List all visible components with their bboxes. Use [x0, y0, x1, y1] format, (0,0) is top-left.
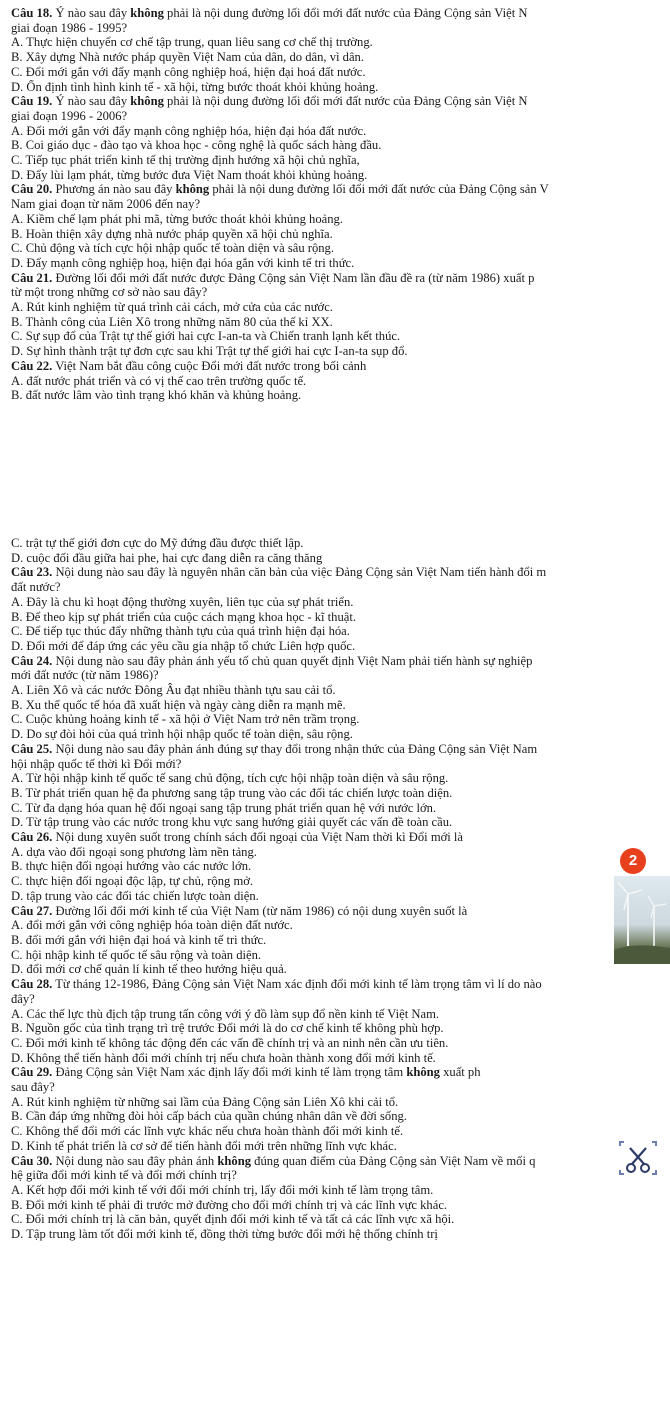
question-line: Câu 29. Đảng Cộng sản Việt Nam xác định lấy đổi mới kinh tế làm trọng tâm không xuất ph — [11, 1065, 481, 1080]
question-line: Câu 19. Ý nào sau đây không phải là nội dung đường lối đổi mới đất nước của Đảng Cộng sản Việt N — [11, 94, 528, 109]
answer-option: C. Đổi mới kinh tế không tác động đến các vấn đề chính trị và an ninh nên cần ưu tiên. — [11, 1035, 449, 1050]
question-number: Câu 18. — [11, 6, 53, 20]
answer-option: C. trật tự thế giới đơn cực do Mỹ đứng đầu được thiết lập. — [11, 536, 304, 550]
answer-option: B. Để theo kịp sự phát triển của cuộc cách mạng khoa học - kĩ thuật. — [11, 609, 356, 624]
answer-option: D. Do sự đòi hỏi của quá trình hội nhập quốc tế toàn diện, sâu rộng. — [11, 727, 353, 742]
question-line: Câu 25. Nội dung nào sau đây phản ánh đúng sự thay đổi trong nhận thức của Đảng Cộng sản Việt Nam — [11, 741, 538, 756]
question-number: Câu 29. — [11, 1065, 53, 1080]
answer-option: B. Nguồn gốc của tình trạng trì trệ trước Đổi mới là do cơ chế kinh tế không phù hợp. — [11, 1021, 444, 1036]
answer-option: C. Không thể đổi mới các lĩnh vực khác nếu chưa hoàn thành đổi mới kinh tế. — [11, 1124, 404, 1139]
answer-option: D. Tập trung làm tốt đổi mới kinh tế, đồng thời từng bước đổi mới hệ thống chính trị — [11, 1227, 438, 1242]
question-number: Câu 19. — [11, 94, 53, 109]
question-continuation: giai đoạn 1996 - 2006? — [11, 108, 128, 123]
answer-option: D. Không thể tiến hành đổi mới chính trị nếu chưa hoàn thành xong đổi mới kinh tế. — [11, 1050, 436, 1065]
scissors-icon — [618, 1138, 658, 1178]
answer-option: C. Sự sụp đổ của Trật tự thế giới hai cực I-an-ta và Chiến tranh lạnh kết thúc. — [11, 329, 401, 344]
question-block-2 — [11, 536, 670, 1242]
answer-option: A. Đổi mới gắn với đẩy mạnh công nghiệp hóa, hiện đại hóa đất nước. — [11, 123, 367, 138]
question-number: Câu 20. — [11, 182, 53, 197]
question-number: Câu 28. — [11, 977, 53, 992]
answer-option: A. Kết hợp đổi mới kinh tế với đổi mới chính trị, lấy đổi mới kinh tế làm trọng tâm. — [11, 1182, 434, 1197]
answer-option: A. Đây là chu kì hoạt động thường xuyên, liên tục của sự phát triển. — [11, 594, 354, 609]
answer-option: D. Đẩy lùi lạm phát, từng bước đưa Việt Nam thoát khỏi khủng hoảng. — [11, 167, 368, 182]
question-line: Câu 28. Từ tháng 12-1986, Đảng Cộng sản Việt Nam xác định đổi mới kinh tế làm trọng tâm vì lí do nào — [11, 977, 542, 992]
answer-option: A. Từ hội nhập kinh tế quốc tế sang chủ động, tích cực hội nhập toàn diện và sâu rộng. — [11, 771, 449, 786]
answer-option: C. Đổi mới chính trị là căn bản, quyết định đổi mới kinh tế và tất cả các lĩnh vực xã hội. — [11, 1212, 455, 1227]
answer-option: A. đổi mới gắn với công nghiệp hóa toàn diện đất nước. — [11, 918, 293, 933]
question-line: Câu 24. Nội dung nào sau đây phản ánh yếu tố chủ quan quyết định Việt Nam phải tiến hành sự nghiệp — [11, 653, 533, 668]
wind-turbine-icon — [614, 876, 670, 964]
negation-emphasis: không — [130, 6, 164, 20]
answer-option: B. thực hiện đối ngoại hướng vào các nước lớn. — [11, 859, 252, 874]
answer-option: B. Đổi mới kinh tế phải đi trước mở đường cho đổi mới chính trị và các lĩnh vực khác. — [11, 1197, 448, 1212]
question-continuation: từ một trong những cơ sở nào sau đây? — [11, 285, 208, 300]
question-line: Câu 18. Ý nào sau đây không phải là nội dung đường lối đổi mới đất nước của Đảng Cộng sản Việt N — [11, 6, 528, 20]
question-number: Câu 27. — [11, 903, 53, 918]
answer-option: A. Rút kinh nghiệm từ quá trình cải cách, mở cửa của các nước. — [11, 300, 333, 315]
answer-option: B. Cần đáp ứng những đòi hỏi cấp bách của quần chúng nhân dân về đời sống. — [11, 1109, 407, 1124]
answer-option: C. Từ đa dạng hóa quan hệ đối ngoại sang tập trung phát triển quan hệ với nước lớn. — [11, 800, 437, 815]
answer-option: C. Để tiếp tục thúc đẩy những thành tựu của quá trình hiện đại hóa. — [11, 624, 350, 639]
question-continuation: hội nhập quốc tế thời kì Đổi mới? — [11, 756, 182, 771]
answer-option: B. đổi mới gắn với hiện đại hoá và kinh tế tri thức. — [11, 932, 267, 947]
negation-emphasis: không — [175, 182, 210, 197]
negation-emphasis: không — [130, 94, 164, 109]
question-continuation: mới đất nước (từ năm 1986)? — [11, 668, 159, 683]
negation-emphasis: không — [217, 1153, 251, 1168]
answer-option: C. Cuộc khủng hoảng kinh tế - xã hội ở Việt Nam trở nên trầm trọng. — [11, 712, 360, 727]
question-line: Câu 27. Đường lối đổi mới kinh tế của Việt Nam (từ năm 1986) có nội dung xuyên suốt là — [11, 903, 468, 918]
wind-turbine-photo — [614, 876, 670, 964]
answer-option: D. Đẩy mạnh công nghiệp hoạ, hiện đại hóa gắn với kinh tế tri thức. — [11, 255, 355, 270]
question-line: Câu 30. Nội dung nào sau đây phản ánh không đúng quan điểm của Đảng Cộng sản Việt Nam về mối q — [11, 1153, 536, 1168]
question-number: Câu 30. — [11, 1153, 53, 1168]
answer-option: D. Kinh tế phát triển là cơ sở để tiến hành đổi mới trên những lĩnh vực khác. — [11, 1138, 397, 1153]
answer-option: D. cuộc đối đầu giữa hai phe, hai cực đang diễn ra căng thăng — [11, 550, 323, 565]
answer-option: B. Xây dựng Nhà nước pháp quyền Việt Nam của dân, do dân, vì dân. — [11, 50, 364, 65]
answer-option: B. Thành công của Liên Xô trong những năm 80 của thế kỉ XX. — [11, 314, 333, 329]
question-line: Câu 26. Nội dung xuyên suốt trong chính sách đối ngoại của Việt Nam thời kì Đổi mới là — [11, 830, 464, 845]
answer-option: D. Ổn định tình hình kinh tế - xã hội, từng bước thoát khỏi khủng hoảng. — [11, 79, 379, 94]
question-continuation: sau đây? — [11, 1080, 55, 1095]
answer-option: C. hội nhập kinh tế quốc tế sâu rộng và toàn diện. — [11, 947, 262, 962]
question-number: Câu 24. — [11, 653, 53, 668]
answer-option: D. Sự hình thành trật tự đơn cực sau khi Trật tự thế giới hai cực I-an-ta sụp đổ. — [11, 344, 408, 359]
answer-option: A. Thực hiện chuyển cơ chế tập trung, quan liêu sang cơ chế thị trường. — [11, 35, 373, 50]
question-line: Câu 21. Đường lối đổi mới đất nước được Đảng Cộng sản Việt Nam lần đầu đề ra (từ năm 1986) xuất p — [11, 270, 535, 285]
question-continuation: giai đoạn 1986 - 1995? — [11, 20, 128, 35]
answer-option: C. thực hiện đối ngoại độc lập, tự chủ, rộng mở. — [11, 874, 254, 889]
answer-option: B. Xu thế quốc tế hóa đã xuất hiện và ngày càng diễn ra mạnh mẽ. — [11, 697, 346, 712]
answer-option: D. Từ tập trung vào các nước trong khu vực sang hướng giải quyết các vấn đề toàn cầu. — [11, 815, 453, 830]
answer-option: C. Đổi mới gắn với đẩy mạnh công nghiệp hoá, hiện đại hoá đất nước. — [11, 64, 366, 79]
answer-option: B. Coi giáo dục - đào tạo và khoa học - công nghệ là quốc sách hàng đầu. — [11, 138, 382, 153]
answer-option: A. dựa vào đối ngoại song phương làm nền tảng. — [11, 844, 257, 859]
negation-emphasis: không — [406, 1065, 440, 1080]
answer-option: A. Liên Xô và các nước Đông Âu đạt nhiều thành tựu sau cải tổ. — [11, 683, 336, 698]
question-block-1 — [11, 6, 670, 403]
question-number: Câu 22. — [11, 358, 53, 373]
answer-option: A. Rút kinh nghiệm từ những sai lầm của Đảng Cộng sản Liên Xô khi cải tổ. — [11, 1094, 399, 1109]
answer-option: D. tập trung vào các đối tác chiến lược toàn diện. — [11, 888, 259, 903]
answer-option: C. Tiếp tục phát triển kinh tế thị trường định hướng xã hội chủ nghĩa, — [11, 153, 360, 168]
answer-option: B. đất nước lâm vào tình trạng khó khăn và khủng hoảng. — [11, 388, 302, 403]
answer-option: B. Từ phát triển quan hệ đa phương sang tập trung vào các đối tác chiến lược toàn diện. — [11, 785, 453, 800]
question-line: Câu 23. Nội dung nào sau đây là nguyên nhân căn bản của việc Đảng Cộng sản Việt Nam tiến hành đổi m — [11, 565, 547, 580]
question-continuation: Nam giai đoạn từ năm 2006 đến nay? — [11, 197, 201, 212]
page-number-badge: 2 — [620, 848, 646, 874]
question-number: Câu 25. — [11, 741, 53, 756]
answer-option: A. Kiềm chế lạm phát phi mã, từng bước thoát khỏi khủng hoảng. — [11, 211, 343, 226]
answer-option: C. Chủ động và tích cực hội nhập quốc tế toàn diện và sâu rộng. — [11, 241, 334, 256]
question-number: Câu 21. — [11, 270, 53, 285]
answer-option: D. Đổi mới để đáp ứng các yêu cầu gia nhập tổ chức Liên hợp quốc. — [11, 638, 356, 653]
question-number: Câu 23. — [11, 565, 53, 580]
answer-option: B. Hoàn thiện xây dựng nhà nước pháp quyền xã hội chủ nghĩa. — [11, 226, 333, 241]
question-continuation: đây? — [11, 991, 35, 1006]
answer-option: A. Các thế lực thù địch tập trung tấn công với ý đồ làm sụp đổ nền kinh tế Việt Nam. — [11, 1006, 440, 1021]
question-number: Câu 26. — [11, 830, 53, 845]
question-continuation: hệ giữa đổi mới kinh tế và đổi mới chính trị? — [11, 1168, 237, 1183]
question-line: Câu 22. Việt Nam bắt đầu công cuộc Đổi mới đất nước trong bối cảnh — [11, 358, 367, 373]
question-line: Câu 20. Phương án nào sau đây không phải là nội dung đường lối đổi mới đất nước của Đảng Cộng sản V — [11, 182, 549, 197]
question-continuation: đất nước? — [11, 580, 61, 595]
answer-option: A. đất nước phát triển và có vị thế cao trên trường quốc tế. — [11, 373, 307, 388]
answer-option: D. đổi mới cơ chế quản lí kinh tế theo hướng hiệu quả. — [11, 962, 287, 977]
